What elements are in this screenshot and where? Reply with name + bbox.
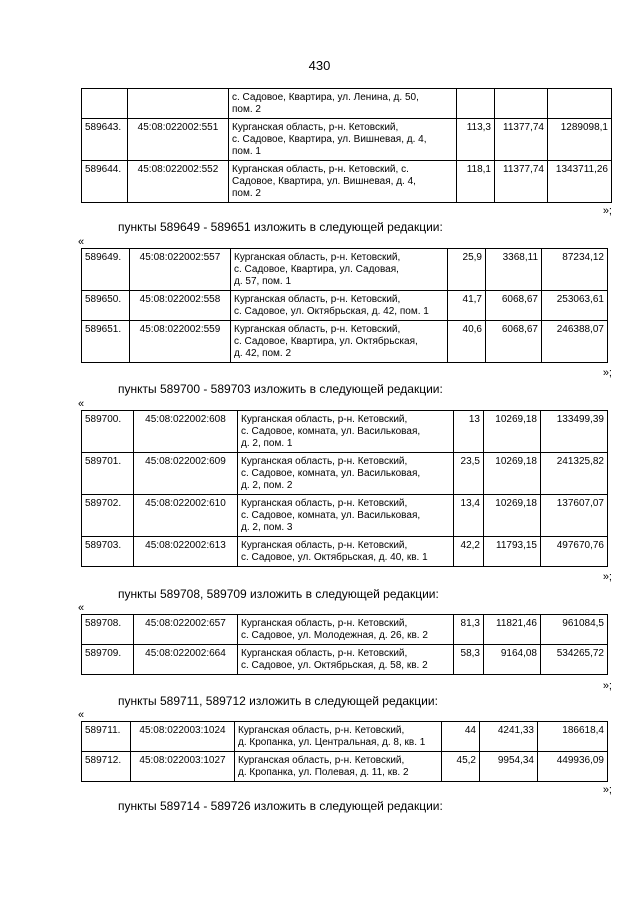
table-row — [82, 615, 608, 645]
table-row — [82, 752, 608, 782]
price-cell: 10269,18 — [484, 453, 541, 495]
value-cell: 241325,82 — [541, 453, 608, 495]
price-cell: 11377,74 — [495, 161, 548, 203]
price-cell — [495, 89, 548, 119]
address-cell: Курганская область, р-н. Кетовский, с. Садовое, Квартира, ул. Вишневая, д. 4, пом. 1 — [229, 119, 457, 161]
table-row — [82, 495, 608, 537]
cadastral-number: 45:08:022003:1027 — [131, 752, 235, 782]
address-cell: с. Садовое, Квартира, ул. Ленина, д. 50, пом. 2 — [229, 89, 457, 119]
area-cell: 44 — [442, 722, 480, 752]
table-block-2 — [81, 410, 608, 567]
table-block-4 — [81, 721, 608, 782]
cadastral-number: 45:08:022002:559 — [130, 321, 231, 363]
address-cell: Курганская область, р-н. Кетовский, с. Садовое, комната, ул. Васильковая, д. 2, пом. 3 — [238, 495, 454, 537]
cadastral-number: 45:08:022003:1024 — [131, 722, 235, 752]
row-number: 589711. — [82, 722, 131, 752]
row-number: 589651. — [82, 321, 130, 363]
cadastral-number: 45:08:022002:551 — [128, 119, 229, 161]
address-cell: Курганская область, р-н. Кетовский, с. Садовое, ул. Октябрьская, д. 58, кв. 2 — [238, 645, 454, 675]
open-quote: « — [78, 398, 85, 410]
area-cell: 118,1 — [457, 161, 495, 203]
table-row — [82, 291, 608, 321]
price-cell: 4241,33 — [480, 722, 538, 752]
table-row — [82, 321, 608, 363]
area-cell: 45,2 — [442, 752, 480, 782]
close-quote: »; — [602, 784, 612, 796]
close-quote: »; — [602, 571, 612, 583]
row-number: 589649. — [82, 249, 130, 291]
value-cell: 497670,76 — [541, 537, 608, 567]
price-cell: 6068,67 — [486, 321, 542, 363]
close-quote: »; — [602, 205, 612, 217]
address-cell: Курганская область, р-н. Кетовский, с. Садовое, ул. Октябрьская, д. 42, пом. 1 — [231, 291, 448, 321]
value-cell: 534265,72 — [541, 645, 608, 675]
value-cell: 87234,12 — [542, 249, 608, 291]
table-row — [82, 453, 608, 495]
table-row — [82, 249, 608, 291]
row-number: 589708. — [82, 615, 134, 645]
area-cell: 42,2 — [454, 537, 484, 567]
table-block-0 — [81, 88, 612, 203]
value-cell: 449936,09 — [538, 752, 608, 782]
price-cell: 9954,34 — [480, 752, 538, 782]
area-cell: 25,9 — [448, 249, 486, 291]
address-cell: Курганская область, р-н. Кетовский, д. Кропанка, ул. Центральная, д. 8, кв. 1 — [235, 722, 442, 752]
row-number: 589709. — [82, 645, 134, 675]
address-cell: Курганская область, р-н. Кетовский, с. Садовое, ул. Октябрьская, д. 40, кв. 1 — [238, 537, 454, 567]
row-number: 589703. — [82, 537, 134, 567]
table-row — [82, 161, 612, 203]
value-cell — [548, 89, 612, 119]
table-row — [82, 411, 608, 453]
table-row — [82, 537, 608, 567]
price-cell: 10269,18 — [484, 495, 541, 537]
open-quote: « — [78, 602, 85, 614]
address-cell: Курганская область, р-н. Кетовский, с. Садовое, Квартира, ул. Садовая, д. 57, пом. 1 — [231, 249, 448, 291]
table-row — [82, 89, 612, 119]
address-cell: Курганская область, р-н. Кетовский, с. Садовое, ул. Молодежная, д. 26, кв. 2 — [238, 615, 454, 645]
cadastral-number: 45:08:022002:609 — [134, 453, 238, 495]
cadastral-number: 45:08:022002:610 — [134, 495, 238, 537]
area-cell: 58,3 — [454, 645, 484, 675]
cadastral-number: 45:08:022002:558 — [130, 291, 231, 321]
value-cell: 246388,07 — [542, 321, 608, 363]
address-cell: Курганская область, р-н. Кетовский, с. Садовое, Квартира, ул. Вишневая, д. 4, пом. 2 — [229, 161, 457, 203]
instruction-text: пункты 589711, 589712 изложить в следующей редакции: — [118, 694, 438, 708]
address-cell: Курганская область, р-н. Кетовский, с. Садовое, Квартира, ул. Октябрьская, д. 42, пом. 2 — [231, 321, 448, 363]
row-number: 589644. — [82, 161, 128, 203]
value-cell: 1343711,26 — [548, 161, 612, 203]
price-cell: 11821,46 — [484, 615, 541, 645]
value-cell: 1289098,1 — [548, 119, 612, 161]
price-cell: 6068,67 — [486, 291, 542, 321]
price-cell: 10269,18 — [484, 411, 541, 453]
cadastral-number: 45:08:022002:657 — [134, 615, 238, 645]
close-quote: »; — [602, 367, 612, 379]
address-cell: Курганская область, р-н. Кетовский, д. Кропанка, ул. Полевая, д. 11, кв. 2 — [235, 752, 442, 782]
address-cell: Курганская область, р-н. Кетовский, с. Садовое, комната, ул. Васильковая, д. 2, пом. 2 — [238, 453, 454, 495]
open-quote: « — [78, 236, 85, 248]
row-number: 589700. — [82, 411, 134, 453]
value-cell: 253063,61 — [542, 291, 608, 321]
price-cell: 11377,74 — [495, 119, 548, 161]
area-cell: 13 — [454, 411, 484, 453]
table-row — [82, 645, 608, 675]
cadastral-number: 45:08:022002:608 — [134, 411, 238, 453]
area-cell: 113,3 — [457, 119, 495, 161]
table-row — [82, 119, 612, 161]
page-number: 430 — [308, 58, 331, 73]
row-number: 589701. — [82, 453, 134, 495]
table-row — [82, 722, 608, 752]
area-cell — [457, 89, 495, 119]
instruction-text: пункты 589700 - 589703 изложить в следующей редакции: — [118, 382, 443, 396]
area-cell: 81,3 — [454, 615, 484, 645]
open-quote: « — [78, 709, 85, 721]
row-number: 589702. — [82, 495, 134, 537]
price-cell: 3368,11 — [486, 249, 542, 291]
row-number: 589712. — [82, 752, 131, 782]
table-block-3 — [81, 614, 608, 675]
value-cell: 961084,5 — [541, 615, 608, 645]
cadastral-number: 45:08:022002:557 — [130, 249, 231, 291]
cadastral-number: 45:08:022002:552 — [128, 161, 229, 203]
cadastral-number: 45:08:022002:664 — [134, 645, 238, 675]
instruction-text: пункты 589649 - 589651 изложить в следующей редакции: — [118, 220, 443, 234]
area-cell: 13,4 — [454, 495, 484, 537]
value-cell: 133499,39 — [541, 411, 608, 453]
row-number — [82, 89, 128, 119]
instruction-text: пункты 589708, 589709 изложить в следующей редакции: — [118, 587, 439, 601]
close-quote: »; — [602, 680, 612, 692]
table-block-1 — [81, 248, 608, 363]
area-cell: 40,6 — [448, 321, 486, 363]
price-cell: 11793,15 — [484, 537, 541, 567]
instruction-text: пункты 589714 - 589726 изложить в следующей редакции: — [118, 799, 443, 813]
cadastral-number: 45:08:022002:613 — [134, 537, 238, 567]
address-cell: Курганская область, р-н. Кетовский, с. Садовое, комната, ул. Васильковая, д. 2, пом. 1 — [238, 411, 454, 453]
row-number: 589643. — [82, 119, 128, 161]
price-cell: 9164,08 — [484, 645, 541, 675]
value-cell: 186618,4 — [538, 722, 608, 752]
row-number: 589650. — [82, 291, 130, 321]
area-cell: 41,7 — [448, 291, 486, 321]
value-cell: 137607,07 — [541, 495, 608, 537]
area-cell: 23,5 — [454, 453, 484, 495]
cadastral-number — [128, 89, 229, 119]
